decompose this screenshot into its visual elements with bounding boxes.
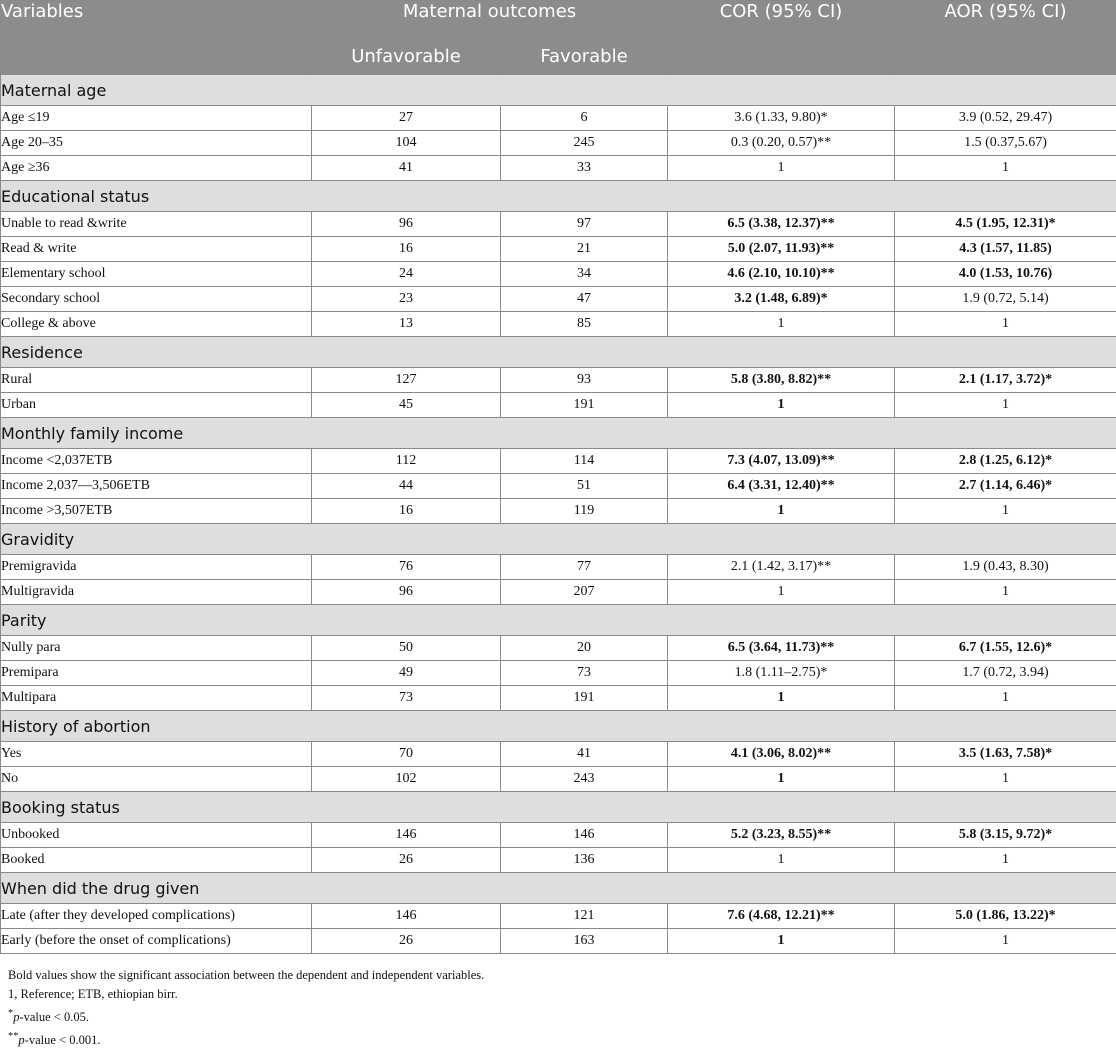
section-row [1, 524, 1116, 555]
section-title: When did the drug given [1, 873, 1116, 904]
row-label-cell: No [1, 767, 312, 792]
aor-cell: 5.0 (1.86, 13.22)* [895, 904, 1116, 929]
section-title: Parity [1, 605, 1116, 636]
row-label-cell: Premipara [1, 661, 312, 686]
cor-cell: 4.6 (2.10, 10.10)** [668, 262, 895, 287]
aor-cell: 1 [895, 312, 1116, 337]
footnote-p0001 [8, 1027, 1108, 1050]
row-label-cell: Late (after they developed complications) [1, 904, 312, 929]
row-label-cell: Unable to read &write [1, 212, 312, 237]
aor-cell: 1.5 (0.37,5.67) [895, 131, 1116, 156]
unfavorable-count-cell: 146 [312, 904, 501, 929]
footnote-p005-text: -value < 0.05. [19, 1010, 89, 1024]
table-row [1, 904, 1116, 929]
unfavorable-count-cell: 26 [312, 848, 501, 873]
aor-cell: 1 [895, 767, 1116, 792]
row-label-cell: Rural [1, 368, 312, 393]
table-row [1, 212, 1116, 237]
cor-cell: 1 [668, 848, 895, 873]
cor-cell: 7.6 (4.68, 12.21)** [668, 904, 895, 929]
favorable-count-cell: 93 [501, 368, 668, 393]
table-body [1, 75, 1116, 954]
header-cor: COR (95% CI) [668, 1, 895, 75]
aor-cell: 4.3 (1.57, 11.85) [895, 237, 1116, 262]
unfavorable-count-cell: 24 [312, 262, 501, 287]
cor-cell: 1 [668, 156, 895, 181]
cor-cell: 5.2 (3.23, 8.55)** [668, 823, 895, 848]
footnote-p0001-text: -value < 0.001. [25, 1033, 101, 1047]
table-row [1, 312, 1116, 337]
aor-cell: 6.7 (1.55, 12.6)* [895, 636, 1116, 661]
favorable-count-cell: 191 [501, 686, 668, 711]
row-label-cell: Multipara [1, 686, 312, 711]
favorable-count-cell: 243 [501, 767, 668, 792]
section-title: Residence [1, 337, 1116, 368]
unfavorable-count-cell: 146 [312, 823, 501, 848]
header-variables: Variables [1, 1, 312, 75]
row-label-cell: Premigravida [1, 555, 312, 580]
cor-cell: 5.0 (2.07, 11.93)** [668, 237, 895, 262]
table-row [1, 555, 1116, 580]
favorable-count-cell: 121 [501, 904, 668, 929]
aor-cell: 1 [895, 499, 1116, 524]
header-row-1 [1, 1, 1116, 38]
header-unfavorable: Unfavorable [312, 38, 501, 75]
footnote-bold: Bold values show the significant association between the dependent and independent variables. [8, 966, 1108, 985]
unfavorable-count-cell: 49 [312, 661, 501, 686]
unfavorable-count-cell: 96 [312, 212, 501, 237]
section-row [1, 418, 1116, 449]
favorable-count-cell: 33 [501, 156, 668, 181]
section-row [1, 337, 1116, 368]
table-row [1, 106, 1116, 131]
header-favorable: Favorable [501, 38, 668, 75]
unfavorable-count-cell: 45 [312, 393, 501, 418]
unfavorable-count-cell: 76 [312, 555, 501, 580]
cor-cell: 1 [668, 686, 895, 711]
section-row [1, 711, 1116, 742]
favorable-count-cell: 97 [501, 212, 668, 237]
row-label-cell: Unbooked [1, 823, 312, 848]
cor-cell: 4.1 (3.06, 8.02)** [668, 742, 895, 767]
favorable-count-cell: 119 [501, 499, 668, 524]
unfavorable-count-cell: 27 [312, 106, 501, 131]
unfavorable-count-cell: 112 [312, 449, 501, 474]
aor-cell: 2.1 (1.17, 3.72)* [895, 368, 1116, 393]
unfavorable-count-cell: 13 [312, 312, 501, 337]
section-row [1, 792, 1116, 823]
unfavorable-count-cell: 127 [312, 368, 501, 393]
table-row [1, 636, 1116, 661]
aor-cell: 2.7 (1.14, 6.46)* [895, 474, 1116, 499]
favorable-count-cell: 77 [501, 555, 668, 580]
row-label-cell: Income 2,037—3,506ETB [1, 474, 312, 499]
header-maternal-outcomes: Maternal outcomes [312, 1, 668, 38]
table-row [1, 449, 1116, 474]
table-row [1, 823, 1116, 848]
unfavorable-count-cell: 70 [312, 742, 501, 767]
section-title: Monthly family income [1, 418, 1116, 449]
cor-cell: 1 [668, 312, 895, 337]
favorable-count-cell: 146 [501, 823, 668, 848]
row-label-cell: Secondary school [1, 287, 312, 312]
aor-cell: 3.9 (0.52, 29.47) [895, 106, 1116, 131]
aor-cell: 4.5 (1.95, 12.31)* [895, 212, 1116, 237]
table-row [1, 156, 1116, 181]
table-row [1, 287, 1116, 312]
footnote-p005-italic: p [13, 1010, 19, 1024]
favorable-count-cell: 6 [501, 106, 668, 131]
row-label-cell: Booked [1, 848, 312, 873]
aor-cell: 4.0 (1.53, 10.76) [895, 262, 1116, 287]
table-row [1, 131, 1116, 156]
cor-cell: 1 [668, 929, 895, 954]
row-label-cell: Income <2,037ETB [1, 449, 312, 474]
cor-cell: 1 [668, 393, 895, 418]
cor-cell: 5.8 (3.80, 8.82)** [668, 368, 895, 393]
row-label-cell: Multigravida [1, 580, 312, 605]
aor-cell: 1 [895, 686, 1116, 711]
row-label-cell: Age ≤19 [1, 106, 312, 131]
table-row [1, 474, 1116, 499]
row-label-cell: Read & write [1, 237, 312, 262]
section-title: Maternal age [1, 75, 1116, 106]
table-row [1, 742, 1116, 767]
row-label-cell: Nully para [1, 636, 312, 661]
table-row [1, 237, 1116, 262]
section-title: Educational status [1, 181, 1116, 212]
aor-cell: 1.7 (0.72, 3.94) [895, 661, 1116, 686]
table-row [1, 393, 1116, 418]
section-row [1, 605, 1116, 636]
table-row [1, 262, 1116, 287]
footnote-reference: 1, Reference; ETB, ethiopian birr. [8, 985, 1108, 1004]
row-label-cell: Elementary school [1, 262, 312, 287]
aor-cell: 1 [895, 393, 1116, 418]
aor-cell: 3.5 (1.63, 7.58)* [895, 742, 1116, 767]
favorable-count-cell: 163 [501, 929, 668, 954]
row-label-cell: Income >3,507ETB [1, 499, 312, 524]
favorable-count-cell: 34 [501, 262, 668, 287]
unfavorable-count-cell: 104 [312, 131, 501, 156]
cor-cell: 1 [668, 767, 895, 792]
aor-cell: 1 [895, 929, 1116, 954]
aor-cell: 5.8 (3.15, 9.72)* [895, 823, 1116, 848]
favorable-count-cell: 245 [501, 131, 668, 156]
row-label-cell: Urban [1, 393, 312, 418]
table-row [1, 767, 1116, 792]
table-row [1, 686, 1116, 711]
favorable-count-cell: 136 [501, 848, 668, 873]
unfavorable-count-cell: 96 [312, 580, 501, 605]
aor-cell: 1.9 (0.72, 5.14) [895, 287, 1116, 312]
footnote-p0001-italic: p [18, 1033, 24, 1047]
favorable-count-cell: 191 [501, 393, 668, 418]
cor-cell: 3.6 (1.33, 9.80)* [668, 106, 895, 131]
table-row [1, 499, 1116, 524]
favorable-count-cell: 47 [501, 287, 668, 312]
row-label-cell: Early (before the onset of complications) [1, 929, 312, 954]
cor-cell: 7.3 (4.07, 13.09)** [668, 449, 895, 474]
favorable-count-cell: 20 [501, 636, 668, 661]
cor-cell: 6.4 (3.31, 12.40)** [668, 474, 895, 499]
section-title: History of abortion [1, 711, 1116, 742]
favorable-count-cell: 41 [501, 742, 668, 767]
table-footnotes [8, 966, 1108, 1050]
aor-cell: 1 [895, 848, 1116, 873]
table-row [1, 368, 1116, 393]
unfavorable-count-cell: 73 [312, 686, 501, 711]
unfavorable-count-cell: 16 [312, 499, 501, 524]
favorable-count-cell: 21 [501, 237, 668, 262]
section-row [1, 75, 1116, 106]
cor-cell: 0.3 (0.20, 0.57)** [668, 131, 895, 156]
cor-cell: 6.5 (3.64, 11.73)** [668, 636, 895, 661]
unfavorable-count-cell: 44 [312, 474, 501, 499]
unfavorable-count-cell: 23 [312, 287, 501, 312]
table-row [1, 848, 1116, 873]
row-label-cell: Age ≥36 [1, 156, 312, 181]
section-row [1, 181, 1116, 212]
cor-cell: 3.2 (1.48, 6.89)* [668, 287, 895, 312]
cor-cell: 1 [668, 580, 895, 605]
cor-cell: 1.8 (1.11–2.75)* [668, 661, 895, 686]
unfavorable-count-cell: 102 [312, 767, 501, 792]
aor-cell: 2.8 (1.25, 6.12)* [895, 449, 1116, 474]
unfavorable-count-cell: 26 [312, 929, 501, 954]
unfavorable-count-cell: 41 [312, 156, 501, 181]
favorable-count-cell: 207 [501, 580, 668, 605]
section-title: Booking status [1, 792, 1116, 823]
section-title: Gravidity [1, 524, 1116, 555]
cor-cell: 6.5 (3.38, 12.37)** [668, 212, 895, 237]
unfavorable-count-cell: 16 [312, 237, 501, 262]
table-row [1, 929, 1116, 954]
favorable-count-cell: 114 [501, 449, 668, 474]
footnote-p0001-mark: ** [8, 1031, 18, 1042]
favorable-count-cell: 51 [501, 474, 668, 499]
favorable-count-cell: 73 [501, 661, 668, 686]
header-aor: AOR (95% CI) [895, 1, 1116, 75]
aor-cell: 1 [895, 580, 1116, 605]
favorable-count-cell: 85 [501, 312, 668, 337]
aor-cell: 1 [895, 156, 1116, 181]
row-label-cell: College & above [1, 312, 312, 337]
aor-cell: 1.9 (0.43, 8.30) [895, 555, 1116, 580]
cor-cell: 1 [668, 499, 895, 524]
footnote-p005 [8, 1004, 1108, 1027]
row-label-cell: Age 20–35 [1, 131, 312, 156]
row-label-cell: Yes [1, 742, 312, 767]
cor-cell: 2.1 (1.42, 3.17)** [668, 555, 895, 580]
table-row [1, 580, 1116, 605]
footnote-p005-mark: * [8, 1008, 13, 1019]
section-row [1, 873, 1116, 904]
table-row [1, 661, 1116, 686]
unfavorable-count-cell: 50 [312, 636, 501, 661]
